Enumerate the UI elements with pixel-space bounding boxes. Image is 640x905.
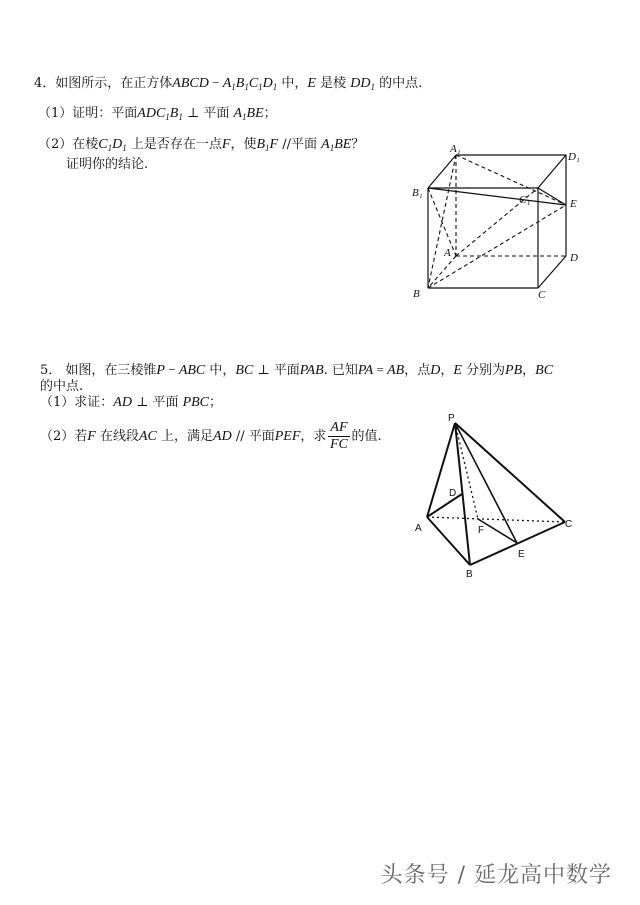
q4-part2-line2: 证明你的结论. (66, 157, 149, 172)
q5-statement-line2: 的中点. (40, 379, 84, 394)
label-b: B (413, 288, 420, 300)
label-c: C (538, 289, 546, 301)
label-b1: B₁ (412, 187, 423, 199)
q5-part1: （1）求证：AD ⊥ 平面 PBC； (40, 395, 223, 410)
label-d-5: D (449, 488, 457, 499)
label-d1: D₁ (568, 151, 580, 163)
label-a1: A₁ (450, 143, 461, 155)
label-b-5: B (466, 569, 473, 580)
edge-p-a (427, 423, 455, 517)
fraction-af-fc: $\frac{AF}{FC}$ (330, 420, 348, 452)
label-d: D (570, 252, 578, 264)
label-a: A (444, 247, 451, 259)
label-p: P (448, 413, 455, 424)
label-e: E (570, 198, 577, 210)
edge-p-b (455, 423, 470, 565)
edge-a-b (427, 517, 470, 565)
segment-p-f (455, 423, 478, 519)
q5-statement: 5． 如图，在三棱锥P − ABC 中，BC ⊥ 平面PAB. 已知PA = AB，点D，E 分别为PB，BC (40, 362, 554, 378)
label-e-5: E (518, 549, 525, 560)
q4-part2: （2）在棱$C_1D_1$ 上是否存在一点F，使$B_1F$ //平面 $A_1BE$？ (38, 137, 365, 153)
q4-statement: 4．如图所示，在正方体ABCD − $A_1B_1C_1D_1$ 中，E 是棱 $DD_1$ 的中点. (34, 75, 423, 92)
label-c1: C₁ (519, 194, 531, 206)
label-a-5: A (415, 523, 422, 534)
q5-part2: （2）若F 在线段AC 上，满足AD // 平面PEF，求 $\frac{AF}{FC}$ 的值. (40, 420, 382, 452)
q4-part1: （1）证明：平面$ADC_1B_1$ ⊥ 平面 $A_1BE$； (38, 106, 277, 122)
label-f: F (478, 525, 485, 536)
edge-p-c (455, 423, 565, 522)
label-c-5: C (565, 519, 573, 530)
segment-p-e (455, 423, 517, 543)
edge-a-c (427, 517, 565, 522)
watermark: 头条号 / 延龙高中数学 (380, 863, 612, 888)
